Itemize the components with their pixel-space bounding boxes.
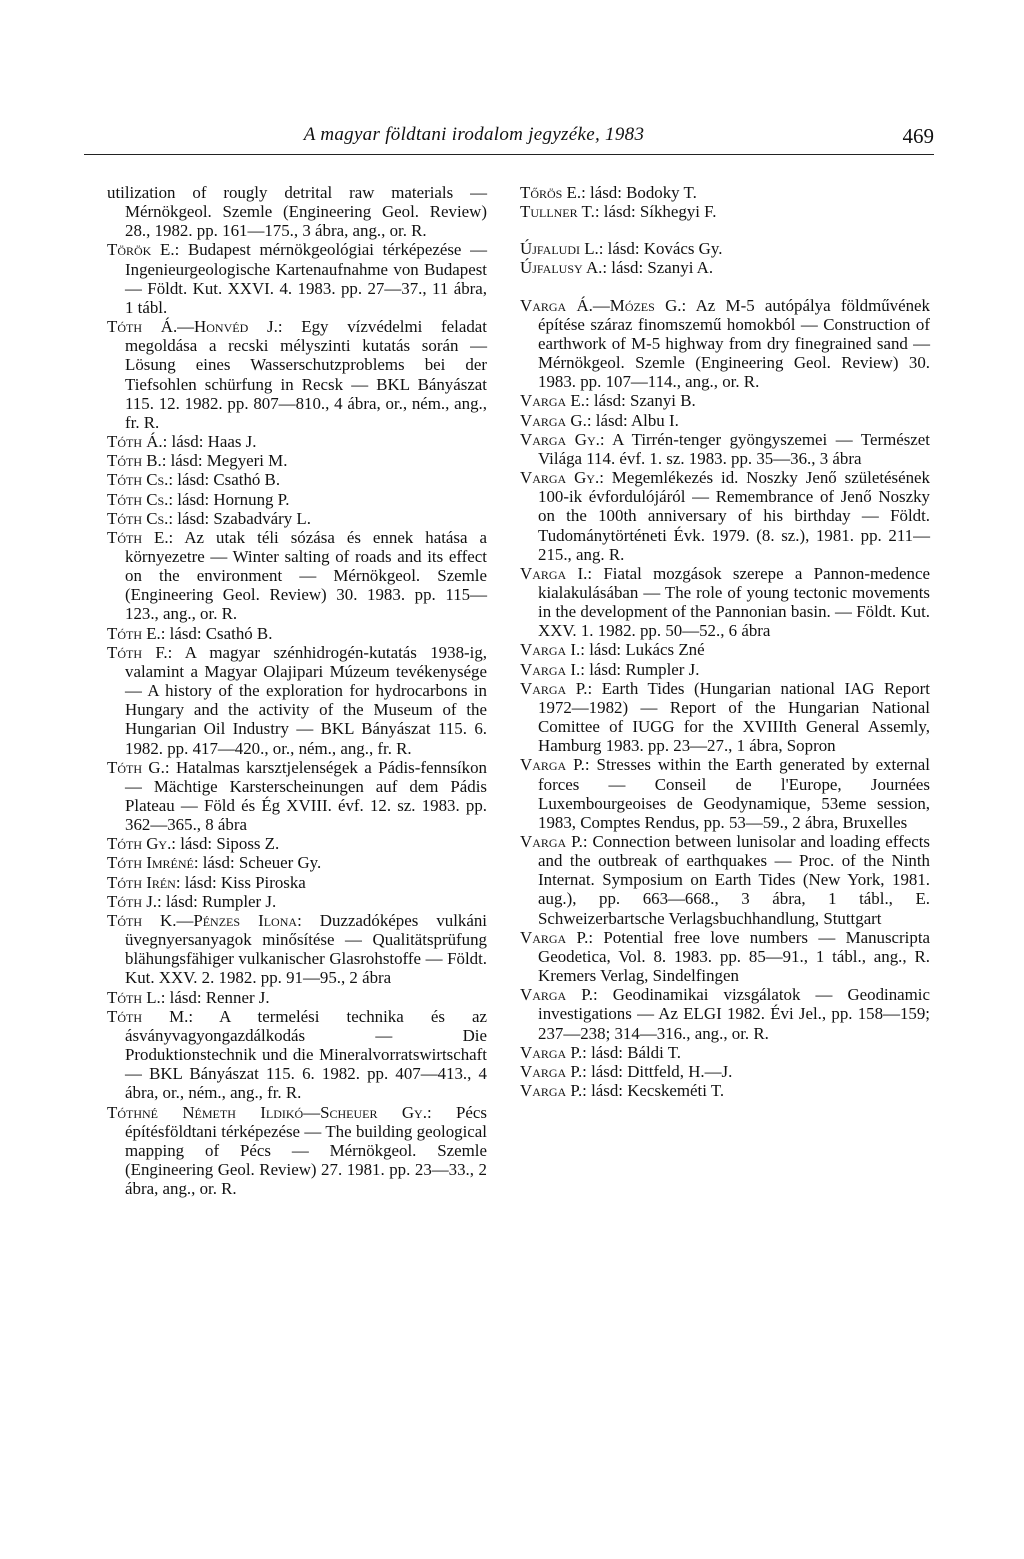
bibliography-entry xyxy=(107,317,487,432)
entry-text: : lásd: Rumpler J. xyxy=(157,891,277,911)
entry-author: Varga P. xyxy=(520,985,594,1005)
bibliography-entry xyxy=(107,470,487,489)
bibliography-entry xyxy=(520,1081,930,1100)
entry-text: : lásd: Kecskeméti T. xyxy=(582,1081,725,1101)
bibliography-entry xyxy=(520,928,930,985)
entry-text: : lásd: Bodoky T. xyxy=(581,183,697,202)
entry-author: Varga P. xyxy=(520,1061,583,1081)
entry-author: Varga P. xyxy=(520,1081,583,1101)
bibliography-entry xyxy=(107,853,487,872)
bibliography-entry xyxy=(107,892,487,911)
entry-author: Tóth Irén xyxy=(107,872,176,892)
entry-author: Tóth M. xyxy=(107,1006,189,1026)
bibliography-entry xyxy=(520,202,930,221)
entry-author: Tóth K.—Pénzes Ilona xyxy=(107,910,298,930)
entry-text: : Geodinamikai vizsgálatok — Geodinamic investigations — Az ELGI 1982. Évi Jel., pp. 158—159; 237—238; 314—316., ang., or. R. xyxy=(538,985,930,1043)
entry-text: : Budapest mérnökgeológiai térképezése — Ingenieurgeologische Kartenaufnahme von Budapest — Földt. Kut. XXVI. 4. 1983. pp. 27—37., 11 ábra, 1 tábl. xyxy=(125,240,487,317)
entry-author: Tőrös E. xyxy=(520,183,582,202)
entry-author: Varga I. xyxy=(520,659,581,679)
bibliography-entry xyxy=(520,679,930,756)
bibliography-entry xyxy=(107,758,487,835)
entry-text: : lásd: Szanyi B. xyxy=(584,391,696,411)
bibliography-entry xyxy=(107,988,487,1007)
entry-text: : Pécs építésföldtani térképezése — The building geological mapping of Pécs — Mérnökgeol. Szemle (Engineering Geol. Review) 27. 1981. pp. 23—33., 2 ábra, ang., or. R. xyxy=(125,1102,487,1199)
entry-text: : lásd: Scheuer Gy. xyxy=(193,853,322,873)
entry-text: : A magyar szénhidrogén-kutatás 1938-ig, valamint a Magyar Olajipari Múzeum tevékenysége — A history of the exploration for hydrocarbons in Hungary and the activity of the Museum of the Hungarian Oil Industry — BKL Bányászat 115. 6. 1982. pp. 417—420., or., ném., ang., fr. R. xyxy=(125,642,487,758)
entry-author: Varga P. xyxy=(520,832,583,851)
bibliography-entry xyxy=(520,296,930,392)
entry-author: Varga Gy. xyxy=(520,429,600,449)
entry-author: Tóth Á. xyxy=(107,432,163,452)
bibliography-entry xyxy=(107,834,487,853)
entry-author: Varga I. xyxy=(520,640,581,660)
bibliography-entry xyxy=(520,183,930,202)
entry-text: : lásd: Csathó B. xyxy=(168,470,281,490)
entry-text: : Earth Tides (Hungarian national IAG Report 1972—1982) — Report of the Hungarian National Comittee of IUGG for the XVIIIth General Assemly, Hamburg 1983. pp. 23—27., 1 ábra, Sopron xyxy=(538,678,931,756)
entry-text: : lásd: Dittfeld, H.—J. xyxy=(582,1061,733,1081)
bibliography-entry xyxy=(107,624,487,643)
entry-author: Tóthné Németh Ildikó—Scheuer Gy. xyxy=(107,1102,427,1122)
entry-author: Tóth Imréné xyxy=(107,853,194,873)
entry-text: : lásd: Megyeri M. xyxy=(161,451,288,471)
entry-text: : lásd: Szanyi A. xyxy=(602,258,714,278)
entry-author: Varga P. xyxy=(520,755,585,775)
entry-text: : Potential free love numbers — Manuscripta Geodetica, Vol. 8. 1983. pp. 85—91., 1 tábl., ang., R. Kremers Verlag, Sindelfingen xyxy=(538,927,931,986)
bibliography-entry xyxy=(520,1062,930,1081)
entry-text: : lásd: Renner J. xyxy=(160,987,270,1007)
bibliography-entry xyxy=(520,258,930,277)
entry-author: Tóth L. xyxy=(107,987,161,1007)
entry-text: : A Tirrén-tenger gyöngyszemei — Természet Világa 114. évf. 1. sz. 1983. pp. 35—36., 3 ábra xyxy=(538,429,930,468)
entry-author: Varga P. xyxy=(520,678,588,698)
entry-text: : Hatalmas karsztjelenségek a Pádis-fennsíkon — Mächtige Karsterscheinungen auf dem Pádis Plateau — Föld és Ég XVIII. évf. 12. sz. 1983. pp. 362—365., 8 ábra xyxy=(125,757,487,835)
entry-author: Tóth Cs. xyxy=(107,470,169,490)
bibliography-entry xyxy=(107,451,487,470)
bibliography-entry xyxy=(107,1007,487,1103)
entry-author: Varga P. xyxy=(520,927,589,947)
running-header xyxy=(84,120,934,155)
entry-text: : lásd: Báldi T. xyxy=(582,1042,682,1062)
entry-text: : lásd: Szabadváry L. xyxy=(168,508,311,528)
entry-author: Török E. xyxy=(107,240,175,260)
entry-text: : Az utak téli sózása és ennek hatása a környezetre — Winter salting of roads and its effect on the environment — Mérnökgeol. Szemle (Engineering Geol. Review) 30. 1983. pp. 115—123., ang., or. R. xyxy=(125,527,487,624)
entry-author: Varga P. xyxy=(520,1042,583,1062)
entry-author: Újfalusy A. xyxy=(520,258,603,278)
entry-text: : lásd: Kiss Piroska xyxy=(175,872,306,892)
bibliography-entry xyxy=(107,509,487,528)
bibliography-entry xyxy=(107,643,487,758)
bibliography-entry xyxy=(107,528,487,624)
entry-author: Varga G. xyxy=(520,410,587,430)
entry-text: : Stresses within the Earth generated by external forces — Conseil de l'Europe, Journées Luxembourgeoises de Geodynamique, 53eme session, 1983, Comptes Rendus, pp. 53—59., 2 ábra, Bruxelles xyxy=(538,755,930,832)
entry-text: : Duzzadóképes vulkáni üvegnyersanyagok minősítése — Qualitätsprüfung blähungsfähiger vulkanischer Glasrohstoffe — Földt. Kut. XXV. 2. 1982. pp. 91—95., 2 ábra xyxy=(125,910,487,988)
entry-author: Varga Gy. xyxy=(520,468,600,488)
entry-author: Tóth G. xyxy=(107,757,165,777)
entry-author: Tullner T. xyxy=(520,202,595,222)
entry-text: : lásd: Albu I. xyxy=(586,410,679,430)
bibliography-entry xyxy=(107,183,487,240)
bibliography-entry xyxy=(520,239,930,258)
entry-author: Újfaludi L. xyxy=(520,239,599,259)
bibliography-entry xyxy=(107,1103,487,1199)
entry-text: : lásd: Siposs Z. xyxy=(171,834,280,854)
bibliography-entry xyxy=(107,240,487,317)
entry-text: utilization of rougly detrital raw materials — Mérnökgeol. Szemle (Engineering Geol. Review) 28., 1982. pp. 161—175., 3 ábra, ang., or. R. xyxy=(107,183,487,241)
bibliography-entry xyxy=(520,391,930,410)
entry-author: Tóth B. xyxy=(107,451,162,471)
entry-author: Tóth E. xyxy=(107,527,169,547)
running-title: A magyar földtani irodalom jegyzéke, 1983 xyxy=(303,124,645,145)
entry-text: : Connection between lunisolar and loading effects and the outbreak of earthquakes — Proc. of the Ninth Internat. Symposium on Earth Tides (New York, 1981. aug.), pp. 663—668., 3 ábra, 1 tábl., E. Schweizerbartsche Verlagsbuchhandlung, Stuttgart xyxy=(538,832,930,928)
entry-author: Varga I. xyxy=(520,563,588,583)
entry-text: : A termelési technika és az ásványvagyongazdálkodás — Die Produktionstechnik und die Mineralvorratswirtschaft — BKL Bányászat 115. 6. 1982. pp. 407—413., 4 ábra, or., ném., ang., fr. R. xyxy=(125,1006,487,1103)
bibliography-entry xyxy=(520,660,930,679)
bibliography-entry xyxy=(520,411,930,430)
entry-text: : lásd: Hornung P. xyxy=(168,489,290,509)
bibliography-entry xyxy=(520,1043,930,1062)
entry-text: : Megemlékezés id. Noszky Jenő születésének 100-ik évfordulójáról — Remembrance of Jenő Noszky on the 100th anniversary of his birthday — Földt. Tudománytörténeti Évk. 1979. (8. sz.), 1981. pp. 211—215., ang. R. xyxy=(538,468,930,564)
bibliography-entry xyxy=(107,873,487,892)
left-column xyxy=(107,183,487,1198)
entry-text: : lásd: Lukács Zné xyxy=(580,640,705,660)
entry-author: Varga E. xyxy=(520,391,585,411)
entry-author: Tóth E. xyxy=(107,623,161,643)
bibliography-entry xyxy=(107,911,487,988)
entry-text: : Fiatal mozgások szerepe a Pannon-medence kialakulásában — The role of young tectonic movements in the development of the Pannonian basin. — Földt. Kut. XXV. 1. 1982. pp. 50—52., 6 ábra xyxy=(538,563,930,641)
bibliography-entry xyxy=(107,490,487,509)
entry-author: Tóth Gy. xyxy=(107,834,172,854)
bibliography-entry xyxy=(520,430,930,468)
entry-text: : Az M-5 autópálya földművének építése száraz finomszemű homokból — Construction of earthwork of M-5 highway from dry finegrained sand — Mérnökgeol. Szemle (Engineering Geol. Review) 30. 1983. pp. 107—114., ang., or. R. xyxy=(538,295,930,392)
entry-text: : Egy vízvédelmi feladat megoldása a recski mélyszinti kutatás során — Lösung eines Wasserschutzproblems bei der Tiefsohlen schürfung in Recsk — BKL Bányászat 115. 12. 1982. pp. 807—810., 4 ábra, or., ném., ang., fr. R. xyxy=(125,317,487,432)
bibliography-entry xyxy=(520,564,930,641)
bibliography-entry xyxy=(520,755,930,832)
entry-author: Tóth Cs. xyxy=(107,489,169,509)
entry-author: Tóth Á.—Honvéd J. xyxy=(107,317,278,337)
entry-text: : lásd: Kovács Gy. xyxy=(598,239,723,259)
entry-text: : lásd: Csathó B. xyxy=(160,623,273,643)
entry-text: : lásd: Haas J. xyxy=(162,432,257,452)
entry-author: Tóth J. xyxy=(107,891,157,911)
entry-author: Varga Á.—Mózes G. xyxy=(520,295,682,315)
bibliography-entry xyxy=(520,640,930,659)
entry-text: : lásd: Síkhegyi F. xyxy=(594,202,717,222)
bibliography-entry xyxy=(520,985,930,1042)
entry-text: : lásd: Rumpler J. xyxy=(580,659,700,679)
bibliography-entry xyxy=(107,432,487,451)
entry-author: Tóth Cs. xyxy=(107,508,169,528)
page-number: 469 xyxy=(902,124,934,148)
entry-author: Tóth F. xyxy=(107,642,168,662)
bibliography-entry xyxy=(520,832,930,928)
bibliography-entry xyxy=(520,468,930,564)
right-column xyxy=(520,183,930,1100)
